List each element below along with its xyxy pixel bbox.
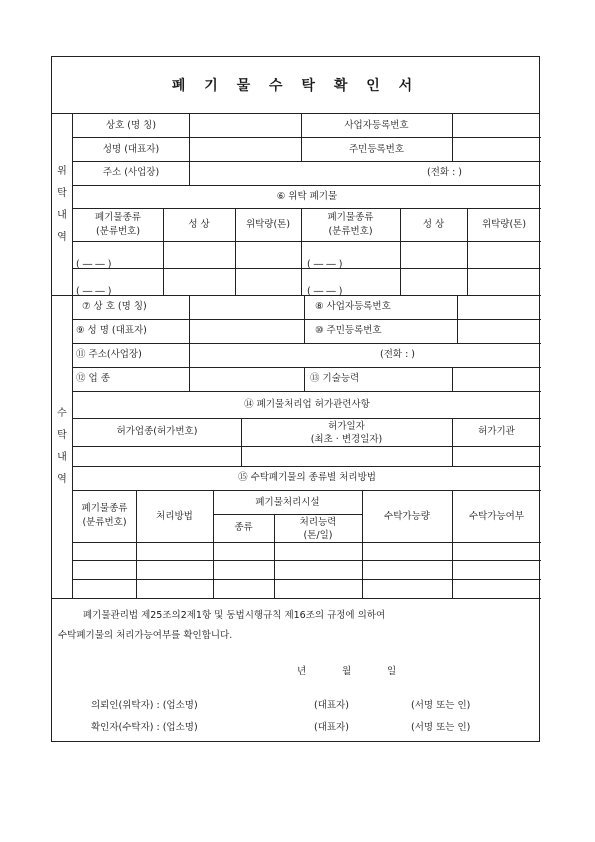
contractor-label-char: 탁	[57, 429, 67, 441]
consignment-label-char: 내	[57, 209, 67, 221]
row-divider	[73, 343, 541, 344]
row-divider	[73, 319, 541, 320]
row-divider	[73, 137, 541, 138]
phone-label: (전화 : )	[380, 349, 416, 360]
waste-heading: ⑥ 위탁 폐기물	[276, 191, 338, 202]
row-divider	[73, 208, 541, 209]
date-day: 일	[387, 666, 397, 677]
method-waste-type-subheader: (분류번호)	[82, 517, 127, 528]
consignment-label-char: 역	[57, 231, 67, 243]
requester-label: 의뢰인(위탁자) : (업소명)	[91, 700, 198, 711]
confirmer-rep: (대표자)	[314, 722, 349, 733]
possible-header: 수탁가능여부	[468, 511, 525, 522]
col-divider	[189, 367, 190, 391]
amount-header: 위탁량(톤)	[245, 219, 291, 230]
resident-no-label: 주민등록번호	[348, 144, 405, 155]
row-divider	[73, 241, 541, 242]
amount-header: 위탁량(톤)	[481, 219, 527, 230]
statement-line2: 수탁폐기물의 처리가능여부를 확인합니다.	[58, 630, 233, 641]
address-label: ⑪ 주소(사업장)	[76, 349, 142, 360]
capability-label: ⑬ 기술능력	[310, 373, 360, 384]
date-year: 년	[297, 666, 307, 677]
section-divider	[52, 295, 541, 296]
waste-code-blank: ( ― ― )	[76, 259, 112, 270]
row-divider	[73, 542, 541, 543]
consignment-label-char: 탁	[57, 187, 67, 199]
contractor-label-char: 역	[57, 473, 67, 485]
section-divider	[52, 598, 541, 599]
row-divider	[73, 391, 541, 392]
capacity-subheader: (톤/일)	[303, 530, 333, 541]
company-label: 상호 (명 칭)	[105, 120, 157, 131]
waste-type-subheader: (분류번호)	[95, 226, 141, 237]
requester-sign: (서명 또는 인)	[411, 700, 471, 711]
contractor-label-char: 내	[57, 451, 67, 463]
name-label: 성명 (대표자)	[102, 144, 160, 155]
col-divider	[452, 490, 453, 598]
waste-code-blank: ( ― ― )	[307, 286, 343, 297]
facility-header: 폐기물처리시설	[255, 497, 320, 508]
col-divider	[304, 295, 305, 343]
statement-line1: 폐기물관리법 제25조의2제1항 및 동법시행규칙 제16조의 규정에 의하여	[83, 610, 386, 621]
permit-type-header: 허가업종(허가번호)	[116, 426, 198, 437]
consignment-label-char: 위	[57, 165, 67, 177]
method-header: 처리방법	[156, 511, 193, 522]
waste-type-header: 폐기물종류	[95, 212, 141, 223]
permit-heading: ⑭ 폐기물처리업 허가관련사항	[244, 399, 370, 410]
facility-type-header: 종류	[234, 522, 253, 533]
waste-type-subheader: (분류번호)	[328, 226, 373, 237]
permit-date-header: 허가일자	[328, 421, 365, 432]
row-divider	[73, 185, 541, 186]
contractor-section-label	[52, 295, 73, 598]
method-heading: ⑮ 수탁폐기물의 종류별 처리방법	[238, 472, 376, 483]
biz-no-label: 사업자등록번호	[344, 120, 409, 131]
row-divider	[73, 161, 541, 162]
state-header: 성 상	[422, 219, 445, 230]
row-divider	[73, 466, 541, 467]
permit-agency-header: 허가기관	[478, 426, 515, 437]
col-divider	[362, 490, 363, 598]
requester-rep: (대표자)	[314, 700, 349, 711]
row-divider	[73, 579, 541, 580]
permit-date-subheader: (최초 · 변경일자)	[310, 434, 383, 445]
title-box	[52, 57, 539, 114]
contractor-label-char: 수	[57, 407, 67, 419]
form-frame	[51, 56, 540, 742]
confirmer-sign: (서명 또는 인)	[411, 722, 471, 733]
row-divider	[73, 367, 541, 368]
state-header: 성 상	[188, 219, 210, 230]
name-label: ⑨ 성 명 (대표자)	[76, 325, 147, 336]
col-divider	[457, 295, 458, 343]
phone-label: (전화 : )	[427, 167, 463, 178]
col-divider	[189, 114, 190, 161]
industry-label: ⑫ 업 종	[76, 373, 110, 384]
capacity-header: 처리능력	[299, 517, 337, 528]
date-month: 월	[342, 666, 352, 677]
consignment-section-label	[52, 114, 73, 295]
company-label: ⑦ 상 호 (명 칭)	[82, 301, 147, 312]
method-waste-type-header: 폐기물종류	[81, 503, 128, 514]
row-divider	[73, 490, 541, 491]
row-divider	[213, 514, 362, 515]
col-divider	[452, 114, 453, 161]
waste-code-blank: ( ― ― )	[307, 259, 343, 270]
amount-possible-header: 수탁가능량	[384, 511, 430, 522]
row-divider	[73, 418, 541, 419]
resident-no-label: ⑩ 주민등록번호	[315, 325, 382, 336]
row-divider	[73, 560, 541, 561]
address-label: 주소 (사업장)	[102, 167, 160, 178]
col-divider	[136, 490, 137, 598]
confirmer-label: 확인자(수탁자) : (업소명)	[91, 722, 198, 733]
col-divider	[189, 161, 190, 185]
form-title: 폐 기 물 수 탁 확 인 서	[171, 78, 420, 94]
col-divider	[452, 367, 453, 391]
waste-type-header: 폐기물종류	[327, 212, 374, 223]
biz-no-label: ⑧ 사업자등록번호	[315, 301, 391, 312]
row-divider	[73, 446, 541, 447]
waste-code-blank: ( ― ― )	[76, 286, 112, 297]
col-divider	[304, 367, 305, 391]
